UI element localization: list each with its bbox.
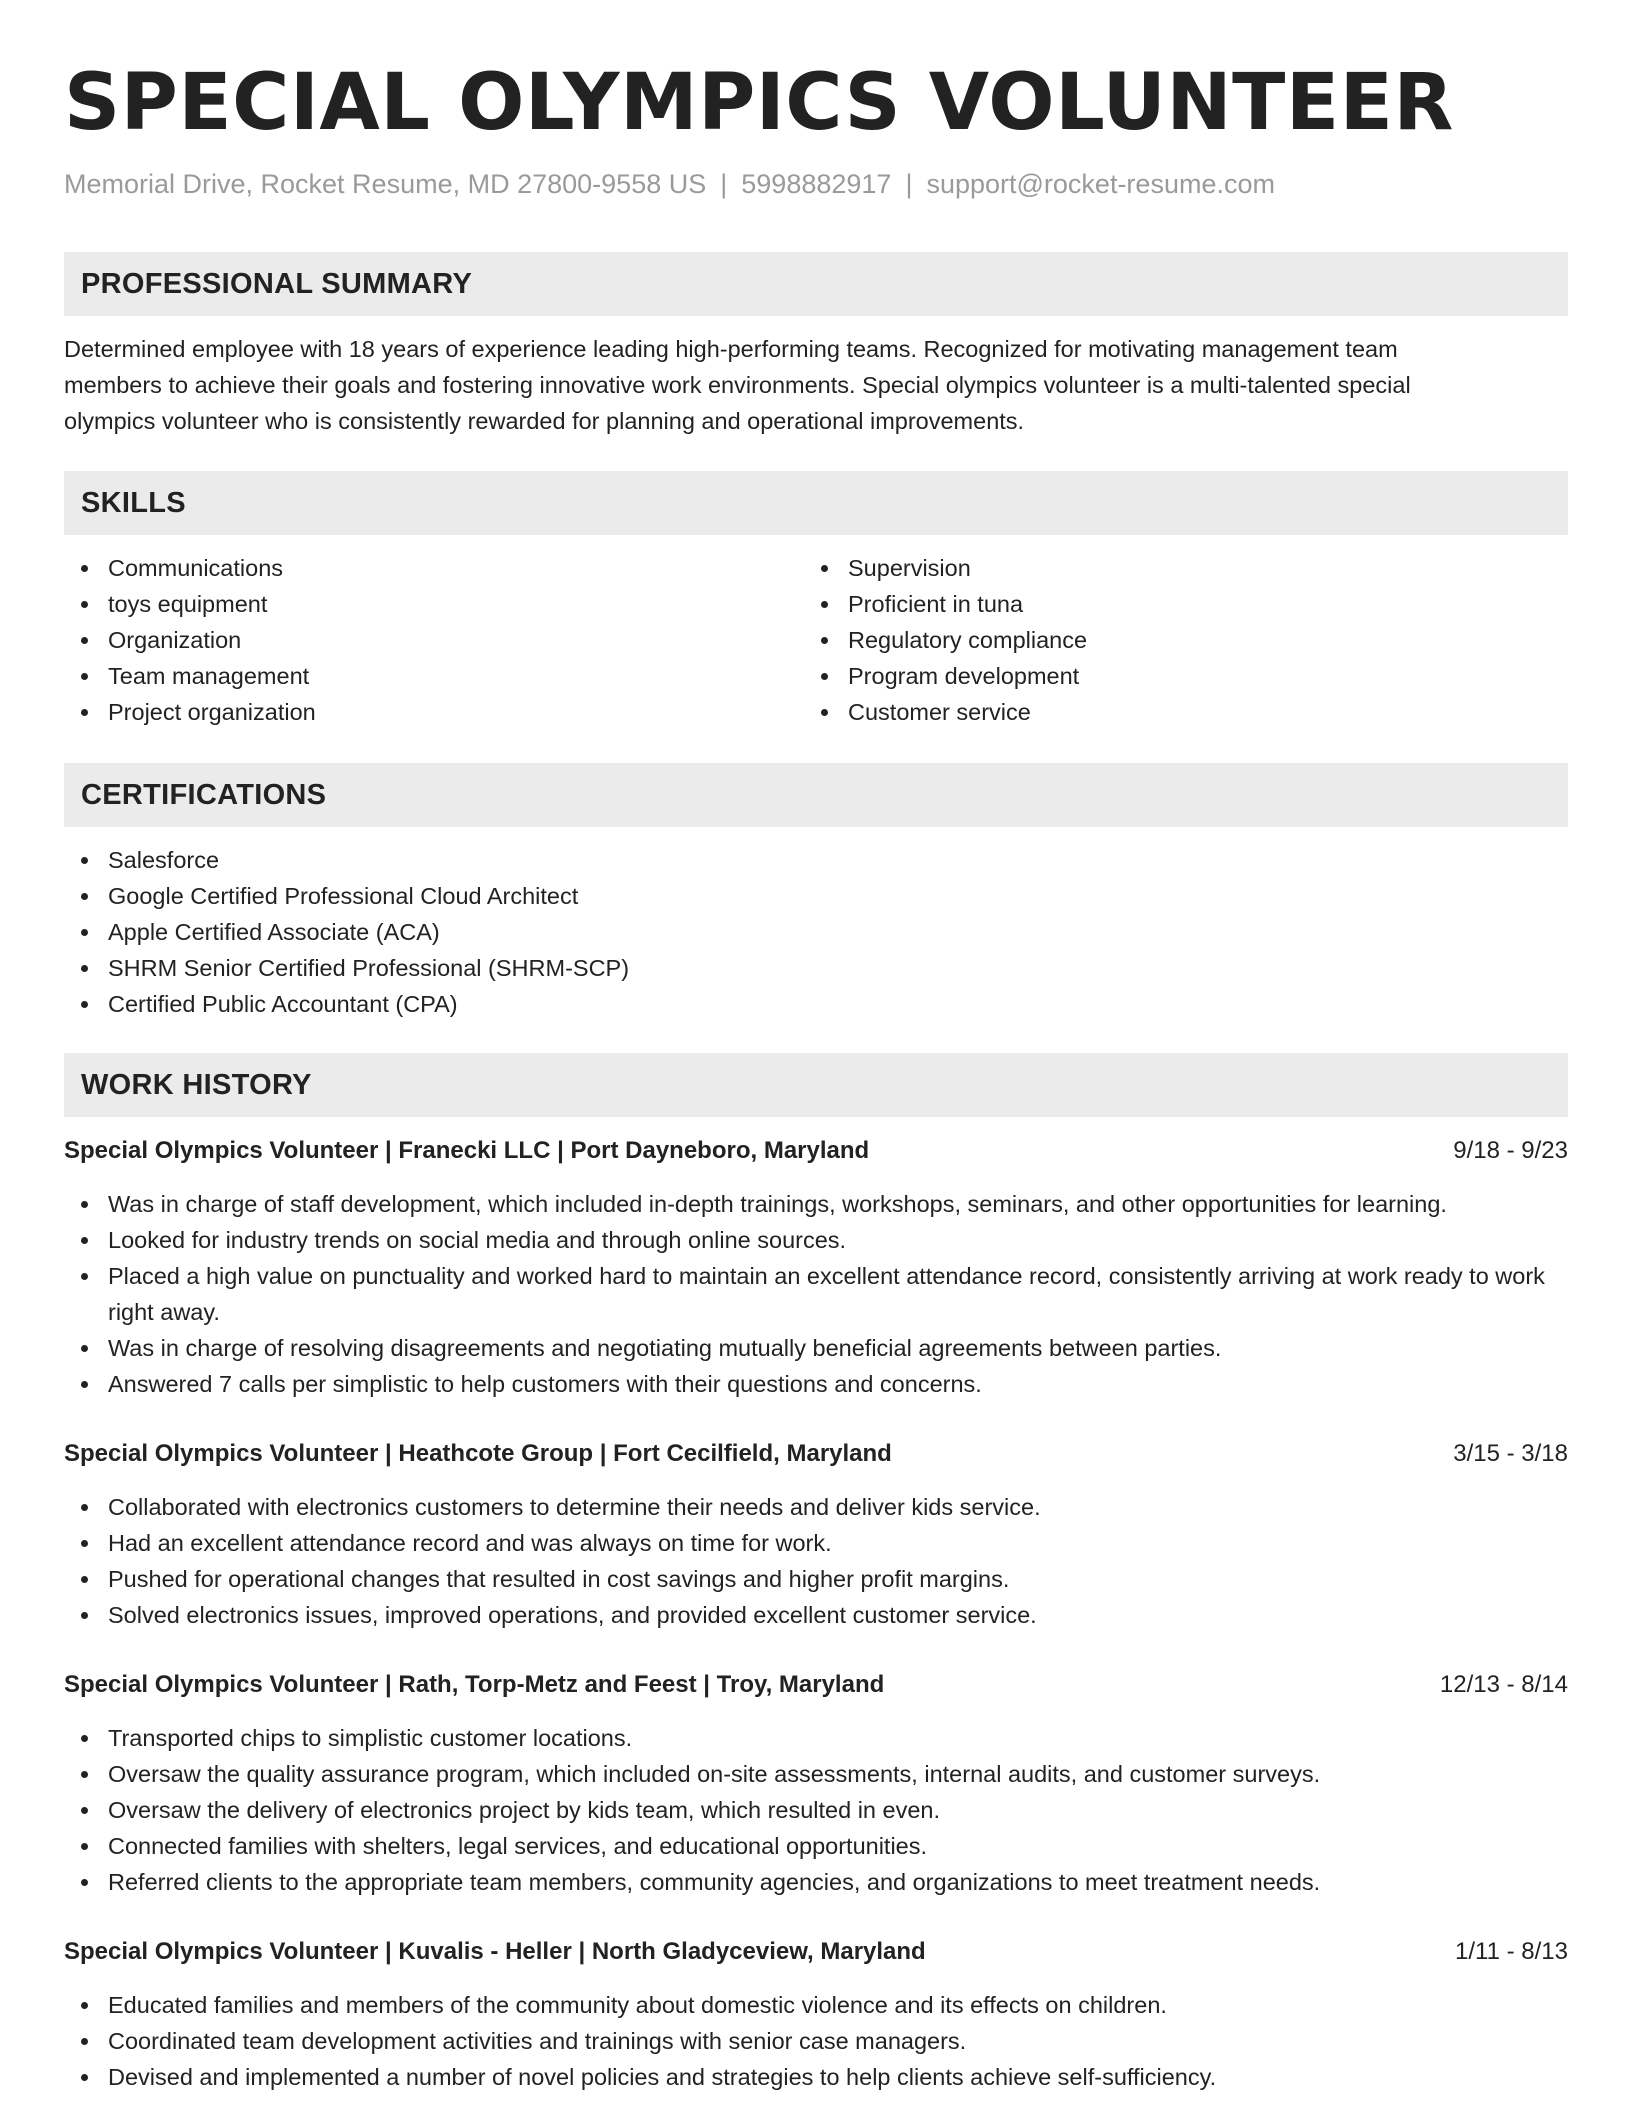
certification-item: Salesforce bbox=[64, 842, 1568, 878]
skill-item: toys equipment bbox=[64, 586, 784, 622]
summary-line: Determined employee with 18 years of experience leading high-performing teams. Recognized for motivating management team bbox=[64, 336, 1398, 362]
job-bullet: Pushed for operational changes that resulted in cost savings and higher profit margins. bbox=[64, 1561, 1568, 1597]
job-bullet: Was in charge of resolving disagreements and negotiating mutually beneficial agreements between parties. bbox=[64, 1330, 1568, 1366]
job-bullets bbox=[64, 1720, 1568, 1900]
skills-list-left bbox=[64, 550, 784, 730]
summary-line: olympics volunteer who is consistently rewarded for planning and operational improvements. bbox=[64, 408, 1025, 434]
resume-name: SPECIAL OLYMPICS VOLUNTEER bbox=[64, 58, 1454, 148]
job-bullets bbox=[64, 1987, 1568, 2095]
skill-item: Team management bbox=[64, 658, 784, 694]
job-bullet: Looked for industry trends on social media and through online sources. bbox=[64, 1222, 1568, 1258]
job-title: Special Olympics Volunteer | Kuvalis - Heller | North Gladyceview, Maryland bbox=[64, 1938, 926, 1965]
job-bullet: Transported chips to simplistic customer locations. bbox=[64, 1720, 1568, 1756]
summary-text bbox=[64, 331, 1568, 439]
certifications-list bbox=[64, 842, 1568, 1022]
job-bullet: Devised and implemented a number of novel policies and strategies to help clients achieve self-sufficiency. bbox=[64, 2059, 1568, 2095]
job-dates: 9/18 - 9/23 bbox=[1453, 1137, 1568, 1164]
certification-item: Google Certified Professional Cloud Architect bbox=[64, 878, 1568, 914]
job-header bbox=[64, 1133, 1568, 1169]
skill-item: Supervision bbox=[804, 550, 1564, 586]
contact-phone: 5998882917 bbox=[741, 169, 892, 199]
job-bullets bbox=[64, 1186, 1568, 1402]
skill-item: Project organization bbox=[64, 694, 784, 730]
skill-item: Regulatory compliance bbox=[804, 622, 1564, 658]
job-bullet: Connected families with shelters, legal services, and educational opportunities. bbox=[64, 1828, 1568, 1864]
skill-item: Communications bbox=[64, 550, 784, 586]
skills-list-right bbox=[804, 550, 1564, 730]
job-dates: 1/11 - 8/13 bbox=[1455, 1938, 1568, 1965]
certifications-heading: CERTIFICATIONS bbox=[64, 763, 1568, 827]
contact-separator: | bbox=[905, 169, 913, 199]
contact-separator: | bbox=[720, 169, 728, 199]
job-bullet: Referred clients to the appropriate team members, community agencies, and organizations to meet treatment needs. bbox=[64, 1864, 1568, 1900]
job-bullet: Solved electronics issues, improved operations, and provided excellent customer service. bbox=[64, 1597, 1568, 1633]
certification-item: Certified Public Accountant (CPA) bbox=[64, 986, 1568, 1022]
contact-line bbox=[64, 166, 1275, 202]
summary-heading: PROFESSIONAL SUMMARY bbox=[64, 252, 1568, 316]
job-header bbox=[64, 1934, 1568, 1970]
job-header bbox=[64, 1436, 1568, 1472]
skill-item: Proficient in tuna bbox=[804, 586, 1564, 622]
certification-item: Apple Certified Associate (ACA) bbox=[64, 914, 1568, 950]
summary-line: members to achieve their goals and fostering innovative work environments. Special olympics volunteer is a multi-talented special bbox=[64, 372, 1411, 398]
job-header bbox=[64, 1667, 1568, 1703]
job-dates: 3/15 - 3/18 bbox=[1453, 1440, 1568, 1467]
skills-heading: SKILLS bbox=[64, 471, 1568, 535]
job-bullet: Educated families and members of the community about domestic violence and its effects on children. bbox=[64, 1987, 1568, 2023]
job-bullet: Was in charge of staff development, which included in-depth trainings, workshops, seminars, and other opportunities for learning. bbox=[64, 1186, 1568, 1222]
skill-item: Program development bbox=[804, 658, 1564, 694]
job-title: Special Olympics Volunteer | Heathcote Group | Fort Cecilfield, Maryland bbox=[64, 1440, 892, 1467]
job-bullets bbox=[64, 1489, 1568, 1633]
certification-item: SHRM Senior Certified Professional (SHRM-SCP) bbox=[64, 950, 1568, 986]
work-history-heading: WORK HISTORY bbox=[64, 1053, 1568, 1117]
contact-email: support@rocket-resume.com bbox=[926, 169, 1275, 199]
job-dates: 12/13 - 8/14 bbox=[1439, 1671, 1568, 1698]
job-bullet: Placed a high value on punctuality and worked hard to maintain an excellent attendance record, consistently arriving at work ready to work right away. bbox=[64, 1258, 1568, 1330]
contact-address: Memorial Drive, Rocket Resume, MD 27800-9558 US bbox=[64, 169, 707, 199]
job-bullet: Collaborated with electronics customers to determine their needs and deliver kids service. bbox=[64, 1489, 1568, 1525]
job-bullet: Answered 7 calls per simplistic to help customers with their questions and concerns. bbox=[64, 1366, 1568, 1402]
skill-item: Organization bbox=[64, 622, 784, 658]
skill-item: Customer service bbox=[804, 694, 1564, 730]
job-bullet: Had an excellent attendance record and was always on time for work. bbox=[64, 1525, 1568, 1561]
job-bullet: Coordinated team development activities and trainings with senior case managers. bbox=[64, 2023, 1568, 2059]
job-bullet: Oversaw the quality assurance program, which included on-site assessments, internal audits, and customer surveys. bbox=[64, 1756, 1568, 1792]
job-bullet: Oversaw the delivery of electronics project by kids team, which resulted in even. bbox=[64, 1792, 1568, 1828]
job-title: Special Olympics Volunteer | Rath, Torp-Metz and Feest | Troy, Maryland bbox=[64, 1671, 885, 1698]
job-title: Special Olympics Volunteer | Franecki LLC | Port Dayneboro, Maryland bbox=[64, 1137, 870, 1164]
